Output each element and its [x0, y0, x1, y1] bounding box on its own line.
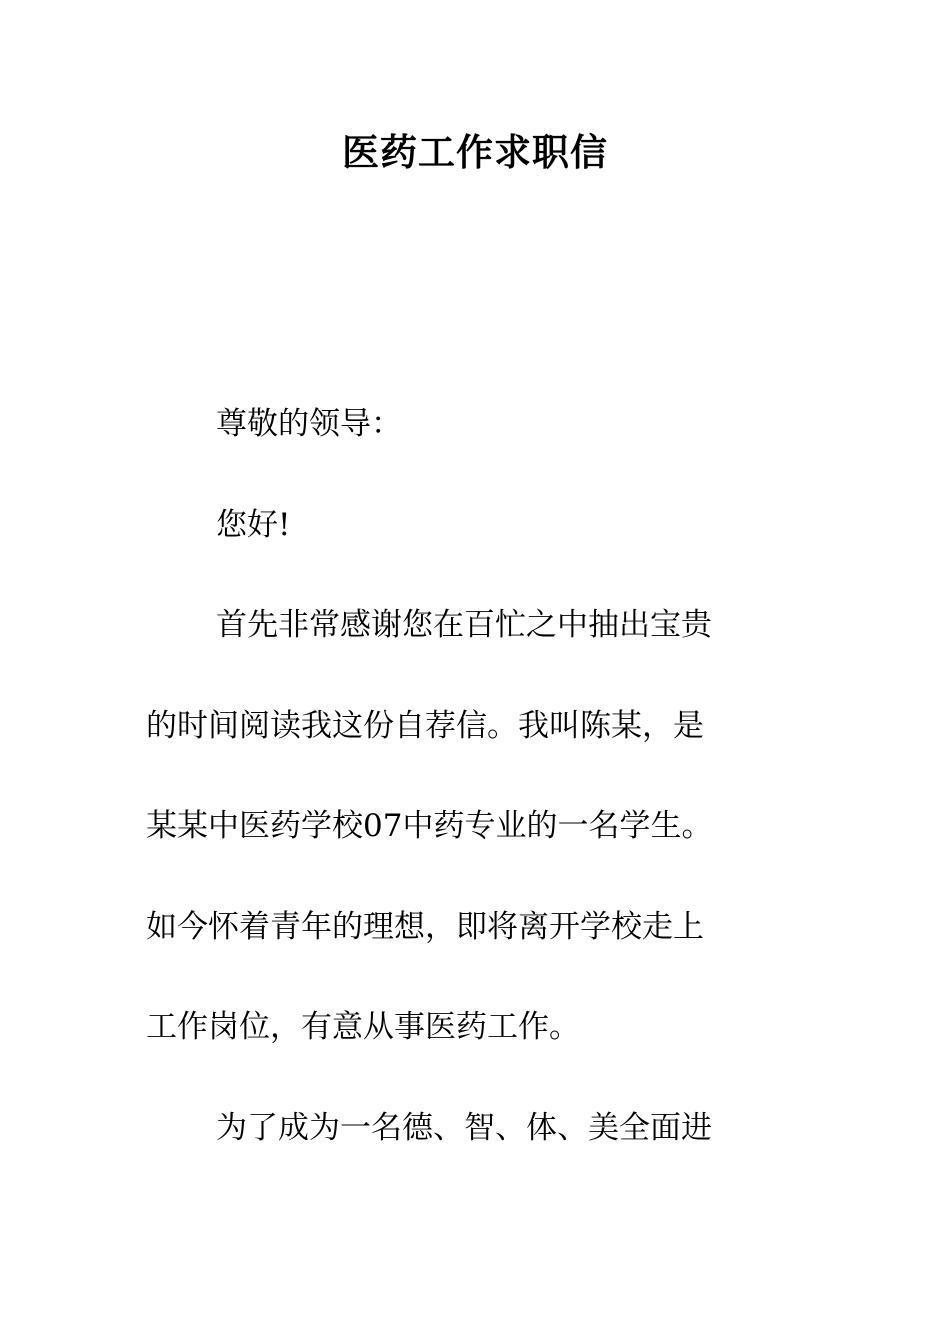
- paragraph-1-line-4: 如今怀着青年的理想，即将离开学校走上: [146, 908, 704, 945]
- document-title: 医药工作求职信: [342, 130, 608, 174]
- greeting-line: 您好!: [216, 506, 291, 543]
- paragraph-1-line-5: 工作岗位，有意从事医药工作。: [146, 1009, 580, 1045]
- paragraph-2-line-1: 为了成为一名德、智、体、美全面进: [216, 1109, 712, 1146]
- paragraph-1-line-3: 某某中医药学校07中药专业的一名学生。: [146, 808, 713, 844]
- paragraph-1-line-1: 首先非常感谢您在百忙之中抽出宝贵: [216, 607, 712, 643]
- salutation-line: 尊敬的领导：: [216, 406, 402, 442]
- paragraph-1-line-2: 的时间阅读我这份自荐信。我叫陈某，是: [146, 707, 704, 744]
- document-body: [146, 398, 778, 1202]
